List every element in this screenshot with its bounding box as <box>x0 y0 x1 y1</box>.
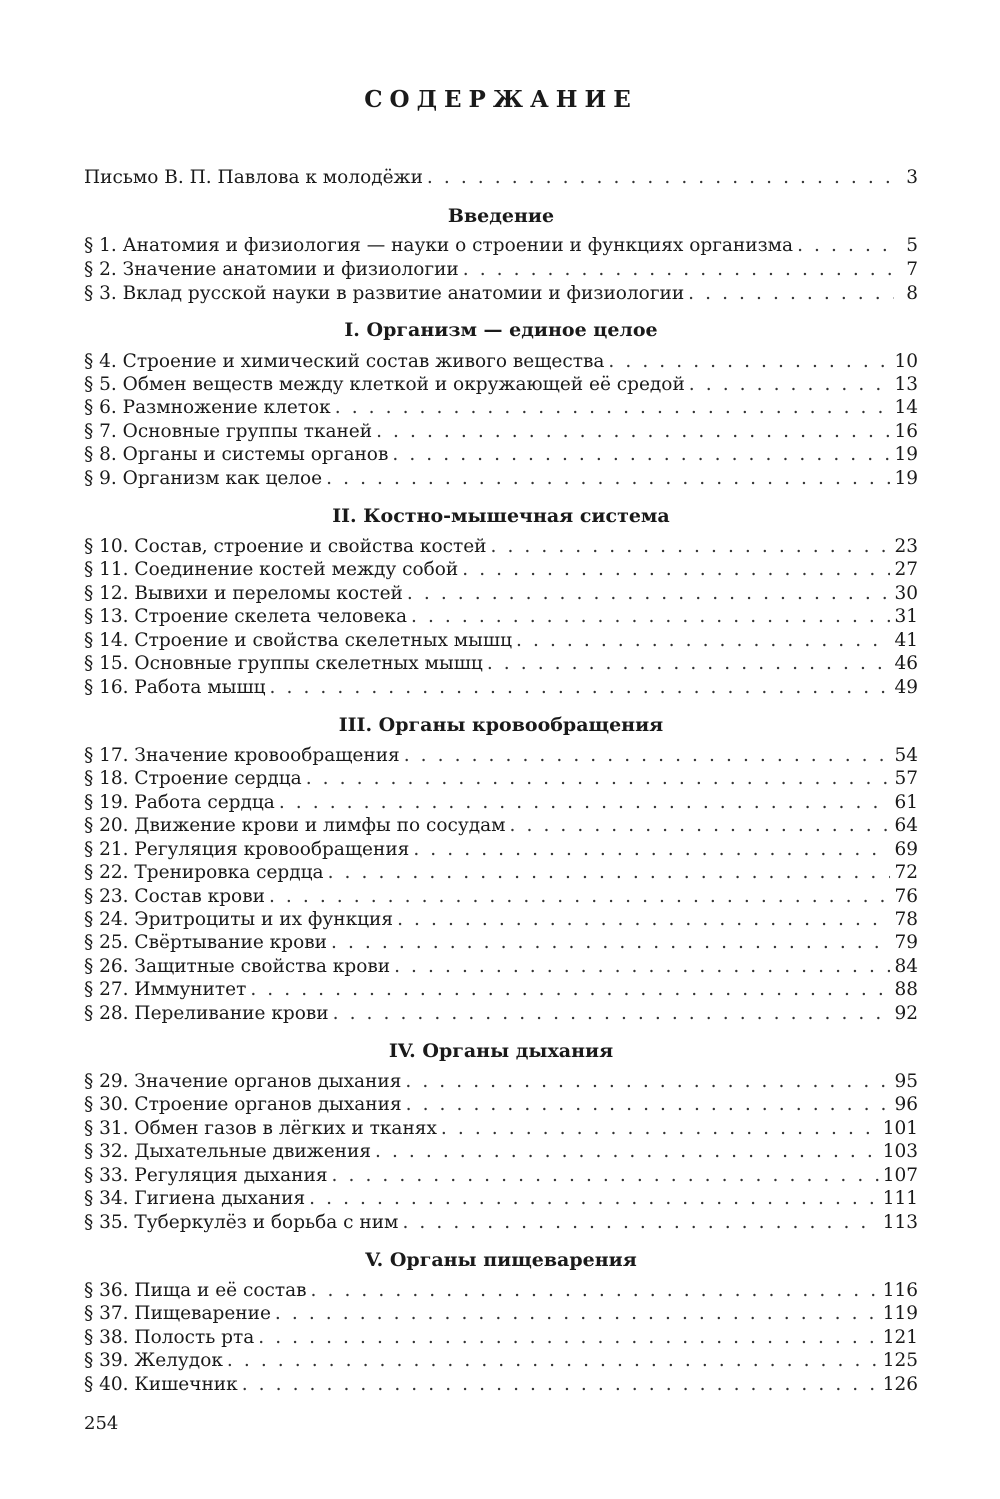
toc-entry <box>84 1093 918 1117</box>
section-heading: I. Организм — единое целое <box>344 319 658 341</box>
dot-leader <box>331 931 890 955</box>
toc-entry-label: § 20. Движение крови и лимфы по сосудам <box>84 815 506 836</box>
toc-entry <box>84 350 918 374</box>
toc-entry-label: § 8. Органы и системы органов <box>84 444 389 465</box>
dot-leader <box>689 373 891 397</box>
dot-leader <box>258 1326 878 1350</box>
toc-entry-label: § 13. Строение скелета человека <box>84 606 407 627</box>
toc-entry-label: § 25. Свёртывание крови <box>84 932 327 953</box>
dot-leader <box>463 258 894 282</box>
section-heading: II. Костно-мышечная система <box>332 505 670 527</box>
dot-leader <box>462 558 890 582</box>
toc-entry-page: 8 <box>906 283 918 304</box>
toc-entry-intro <box>84 166 918 190</box>
toc-entry <box>84 467 918 491</box>
toc-entry <box>84 652 918 676</box>
dot-leader <box>270 676 891 700</box>
toc-entry <box>84 234 918 258</box>
toc-entry-label: § 21. Регуляция кровообращения <box>84 839 410 860</box>
toc-entry <box>84 535 918 559</box>
dot-leader <box>407 582 891 606</box>
dot-leader <box>269 885 891 909</box>
toc-entry-page: 46 <box>894 653 918 674</box>
toc-entry-page: 64 <box>894 815 918 836</box>
toc-entry-page: 19 <box>894 468 918 489</box>
toc-entry-label: § 29. Значение органов дыхания <box>84 1071 402 1092</box>
dot-leader <box>328 861 891 885</box>
toc-entry-label: § 32. Дыхательные движения <box>84 1141 371 1162</box>
toc-entry <box>84 1117 918 1141</box>
toc-entry-label: § 17. Значение кровообращения <box>84 745 400 766</box>
toc-entry-label: § 30. Строение органов дыхания <box>84 1094 402 1115</box>
toc-entry-label: § 10. Состав, строение и свойства костей <box>84 536 487 557</box>
toc-entry-page: 41 <box>894 630 918 651</box>
dot-leader <box>404 744 891 768</box>
toc-entry-page: 125 <box>882 1350 918 1371</box>
toc-entry-label: § 23. Состав крови <box>84 886 265 907</box>
dot-leader <box>306 767 891 791</box>
toc-entry <box>84 282 918 306</box>
toc-entry <box>84 1164 918 1188</box>
toc-entry <box>84 885 918 909</box>
dot-leader <box>394 955 890 979</box>
toc-entry-label: § 40. Кишечник <box>84 1374 238 1395</box>
toc-entry-page: 121 <box>882 1327 918 1348</box>
toc-entry-page: 5 <box>906 235 918 256</box>
toc-entry-page: 113 <box>882 1212 918 1233</box>
dot-leader <box>227 1349 879 1373</box>
toc-entry-label: § 28. Переливание крови <box>84 1003 329 1024</box>
toc-entry <box>84 629 918 653</box>
section-heading: III. Органы кровообращения <box>338 714 664 736</box>
section-heading: IV. Органы дыхания <box>388 1040 614 1062</box>
toc-entry <box>84 744 918 768</box>
toc-entry-page: 69 <box>894 839 918 860</box>
toc-entry-label: § 9. Организм как целое <box>84 468 323 489</box>
toc-entry <box>84 1349 918 1373</box>
dot-leader <box>376 420 890 444</box>
toc-entry-label: § 6. Размножение клеток <box>84 397 331 418</box>
toc-entry-page: 79 <box>894 932 918 953</box>
toc-entry-page: 14 <box>894 397 918 418</box>
toc-entry-page: 31 <box>894 606 918 627</box>
toc-entry-page: 19 <box>894 444 918 465</box>
dot-leader <box>309 1187 879 1211</box>
toc-entry-label: § 39. Желудок <box>84 1350 223 1371</box>
toc-entry-label: § 33. Регуляция дыхания <box>84 1165 328 1186</box>
toc-entry-label: § 35. Туберкулёз и борьба с ним <box>84 1212 399 1233</box>
toc-entry-label: § 4. Строение и химический состав живого вещества <box>84 351 605 372</box>
toc-entry <box>84 558 918 582</box>
toc-entry-page: 119 <box>882 1303 918 1324</box>
dot-leader <box>397 908 890 932</box>
dot-leader <box>279 791 891 815</box>
dot-leader <box>411 605 890 629</box>
toc-entry <box>84 258 918 282</box>
toc-entry-page: 92 <box>894 1003 918 1024</box>
dot-leader <box>333 1002 891 1026</box>
toc-entry-label: § 27. Иммунитет <box>84 979 247 1000</box>
toc-entry-page: 13 <box>894 374 918 395</box>
toc-entry-page: 30 <box>894 583 918 604</box>
dot-leader <box>491 535 891 559</box>
dot-leader <box>413 838 890 862</box>
toc-entry <box>84 1326 918 1350</box>
toc-entry <box>84 582 918 606</box>
toc-entry-page: 54 <box>894 745 918 766</box>
toc-entry <box>84 1279 918 1303</box>
dot-leader <box>797 234 894 258</box>
toc-entry-page: 61 <box>894 792 918 813</box>
toc-entry <box>84 1070 918 1094</box>
dot-leader <box>510 814 891 838</box>
toc-entry-label: § 3. Вклад русской науки в развитие анатомии и физиологии <box>84 283 685 304</box>
page-number: 254 <box>84 1413 119 1434</box>
toc-entry-label: § 11. Соединение костей между собой <box>84 559 459 580</box>
toc-entry-label: § 34. Гигиена дыхания <box>84 1188 306 1209</box>
toc-entry <box>84 1302 918 1326</box>
section-heading: V. Органы пищеварения <box>365 1249 637 1271</box>
toc-entry <box>84 1373 918 1397</box>
toc-entry-label: § 37. Пищеварение <box>84 1303 271 1324</box>
toc-entry <box>84 676 918 700</box>
toc-entry <box>84 1187 918 1211</box>
dot-leader <box>332 1164 879 1188</box>
toc-entry <box>84 978 918 1002</box>
toc-entry-label: § 16. Работа мышц <box>84 677 266 698</box>
toc-entry-label: § 22. Тренировка сердца <box>84 862 324 883</box>
toc-entry-page: 126 <box>882 1374 918 1395</box>
dot-leader <box>608 350 890 374</box>
toc-entry <box>84 838 918 862</box>
toc-entry-page: 7 <box>906 259 918 280</box>
toc-entry-page: 101 <box>882 1118 918 1139</box>
toc-entry-page: 23 <box>894 536 918 557</box>
toc-entry-label: § 24. Эритроциты и их функция <box>84 909 394 930</box>
dot-leader <box>275 1302 879 1326</box>
toc-entry <box>84 908 918 932</box>
toc-entry <box>84 605 918 629</box>
toc-entry-label: § 14. Строение и свойства скелетных мышц <box>84 630 513 651</box>
toc-entry-page: 27 <box>894 559 918 580</box>
toc-entry-label: § 2. Значение анатомии и физиологии <box>84 259 459 280</box>
page-title: СОДЕРЖАНИЕ <box>364 86 638 113</box>
dot-leader <box>402 1211 878 1235</box>
toc-entry-page: 3 <box>906 167 918 188</box>
toc-entry-page: 72 <box>894 862 918 883</box>
dot-leader <box>375 1140 879 1164</box>
dot-leader <box>250 978 890 1002</box>
toc-entry <box>84 373 918 397</box>
toc-entry-label: § 1. Анатомия и физиология — науки о строении и функциях организма <box>84 235 794 256</box>
toc-entry-page: 84 <box>894 956 918 977</box>
toc-entry-page: 88 <box>894 979 918 1000</box>
toc-entry <box>84 396 918 420</box>
toc-entry-label: § 19. Работа сердца <box>84 792 275 813</box>
toc-entry-label: § 18. Строение сердца <box>84 768 302 789</box>
toc-entry-page: 111 <box>882 1188 918 1209</box>
toc-entry <box>84 1211 918 1235</box>
toc-entry-label: Письмо В. П. Павлова к молодёжи <box>84 167 423 188</box>
toc-entry-page: 78 <box>894 909 918 930</box>
toc-entry-page: 49 <box>894 677 918 698</box>
toc-entry-page: 96 <box>894 1094 918 1115</box>
toc-entry <box>84 861 918 885</box>
toc-entry-page: 57 <box>894 768 918 789</box>
toc-entry-label: § 36. Пища и её состав <box>84 1280 307 1301</box>
toc-entry-label: § 26. Защитные свойства крови <box>84 956 391 977</box>
dot-leader <box>326 467 890 491</box>
toc-entry <box>84 931 918 955</box>
toc-entry <box>84 814 918 838</box>
dot-leader <box>242 1373 879 1397</box>
toc-entry-label: § 5. Обмен веществ между клеткой и окружающей её средой <box>84 374 685 395</box>
toc-entry-label: § 7. Основные группы тканей <box>84 421 373 442</box>
dot-leader <box>487 652 891 676</box>
toc-entry <box>84 1140 918 1164</box>
dot-leader <box>427 166 894 190</box>
dot-leader <box>392 443 890 467</box>
toc-entry-label: § 15. Основные группы скелетных мышц <box>84 653 483 674</box>
toc-entry-page: 116 <box>882 1280 918 1301</box>
dot-leader <box>311 1279 879 1303</box>
section-heading: Введение <box>447 205 555 227</box>
toc-entry <box>84 791 918 815</box>
toc-entry-page: 16 <box>894 421 918 442</box>
toc-entry <box>84 767 918 791</box>
toc-entry-page: 103 <box>882 1141 918 1162</box>
toc-entry-page: 95 <box>894 1071 918 1092</box>
toc-entry <box>84 420 918 444</box>
toc-entry-page: 107 <box>882 1165 918 1186</box>
toc-entry <box>84 1002 918 1026</box>
toc-entry <box>84 443 918 467</box>
toc-entry-page: 76 <box>894 886 918 907</box>
dot-leader <box>688 282 894 306</box>
dot-leader <box>406 1093 891 1117</box>
toc-entry-page: 10 <box>894 351 918 372</box>
toc-entry-label: § 31. Обмен газов в лёгких и тканях <box>84 1118 437 1139</box>
dot-leader <box>441 1117 879 1141</box>
toc-entry <box>84 955 918 979</box>
dot-leader <box>335 396 891 420</box>
dot-leader <box>405 1070 890 1094</box>
toc-entry-label: § 38. Полость рта <box>84 1327 255 1348</box>
toc-entry-label: § 12. Вывихи и переломы костей <box>84 583 403 604</box>
dot-leader <box>516 629 890 653</box>
